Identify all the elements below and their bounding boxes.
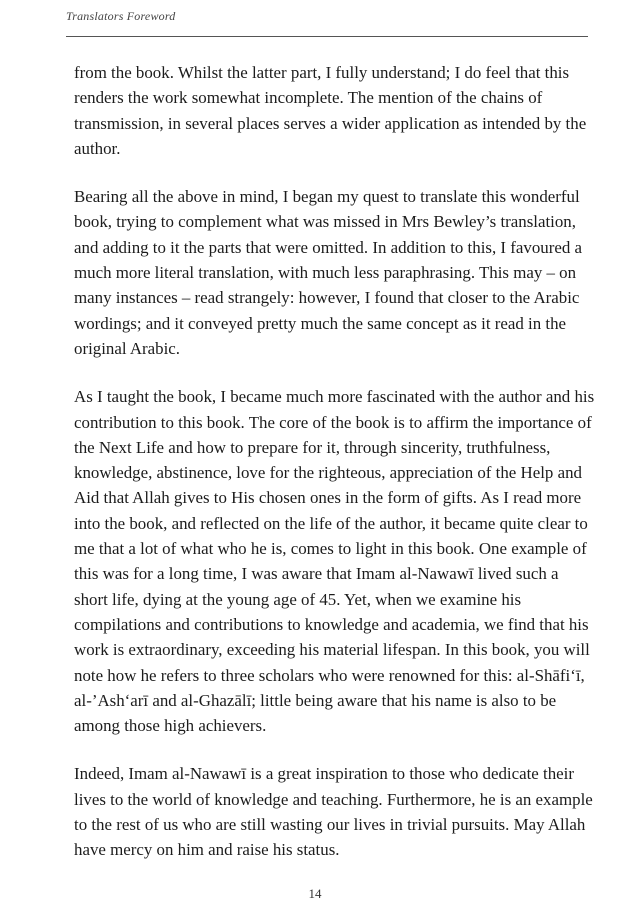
paragraph: As I taught the book, I became much more fascinated with the author and his contribution to this book. The core of the book is to affirm the importance of the Next Life and how to prepare for it, through sincerity, truthfulness, knowledge, abstinence, love for the righteous, appreciation of the Help and Aid that Allah gives to His chosen ones in the form of gifts. As I read more into the book, and reflected on the life of the author, it became quite clear to me that a lot of what who he is, comes to light in this book. One example of this was for a long time, I was aware that Imam al-Nawawī lived such a short life, dying at the young age of 45. Yet, when we examine his compilations and contributions to knowledge and academia, we find that his work is extraordinary, exceeding his material lifespan. In this book, you will note how he refers to three scholars who were renowned for this: al-Shāfi‘ī, al-’Ash‘arī and al-Ghazālī; little being aware that his name is also to be among those high achievers. bbox=[74, 387, 595, 736]
body-text bbox=[74, 60, 596, 886]
running-header: Translators Foreword bbox=[66, 9, 176, 23]
paragraph: Bearing all the above in mind, I began my quest to translate this wonderful book, trying to complement what was missed in Mrs Bewley’s translation, and adding to it the parts that were omitted. In addition to this, I favoured a much more literal translation, with much less paraphrasing. This may – on many instances – read strangely: however, I found that closer to the Arabic wordings; and it conveyed pretty much the same concept as it read in the original Arabic. bbox=[74, 187, 582, 358]
paragraph: from the book. Whilst the latter part, I fully understand; I do feel that this renders the work somewhat incomplete. The mention of the chains of transmission, in several places serves a wider application as intended by the author. bbox=[74, 63, 587, 158]
paragraph: Indeed, Imam al-Nawawī is a great inspiration to those who dedicate their lives to the world of knowledge and teaching. Furthermore, he is an example to the rest of us who are still wasting our lives in trivial pursuits. May Allah have mercy on him and raise his status. bbox=[74, 764, 593, 860]
page-number: 14 bbox=[308, 886, 322, 901]
header-rule bbox=[66, 36, 588, 37]
